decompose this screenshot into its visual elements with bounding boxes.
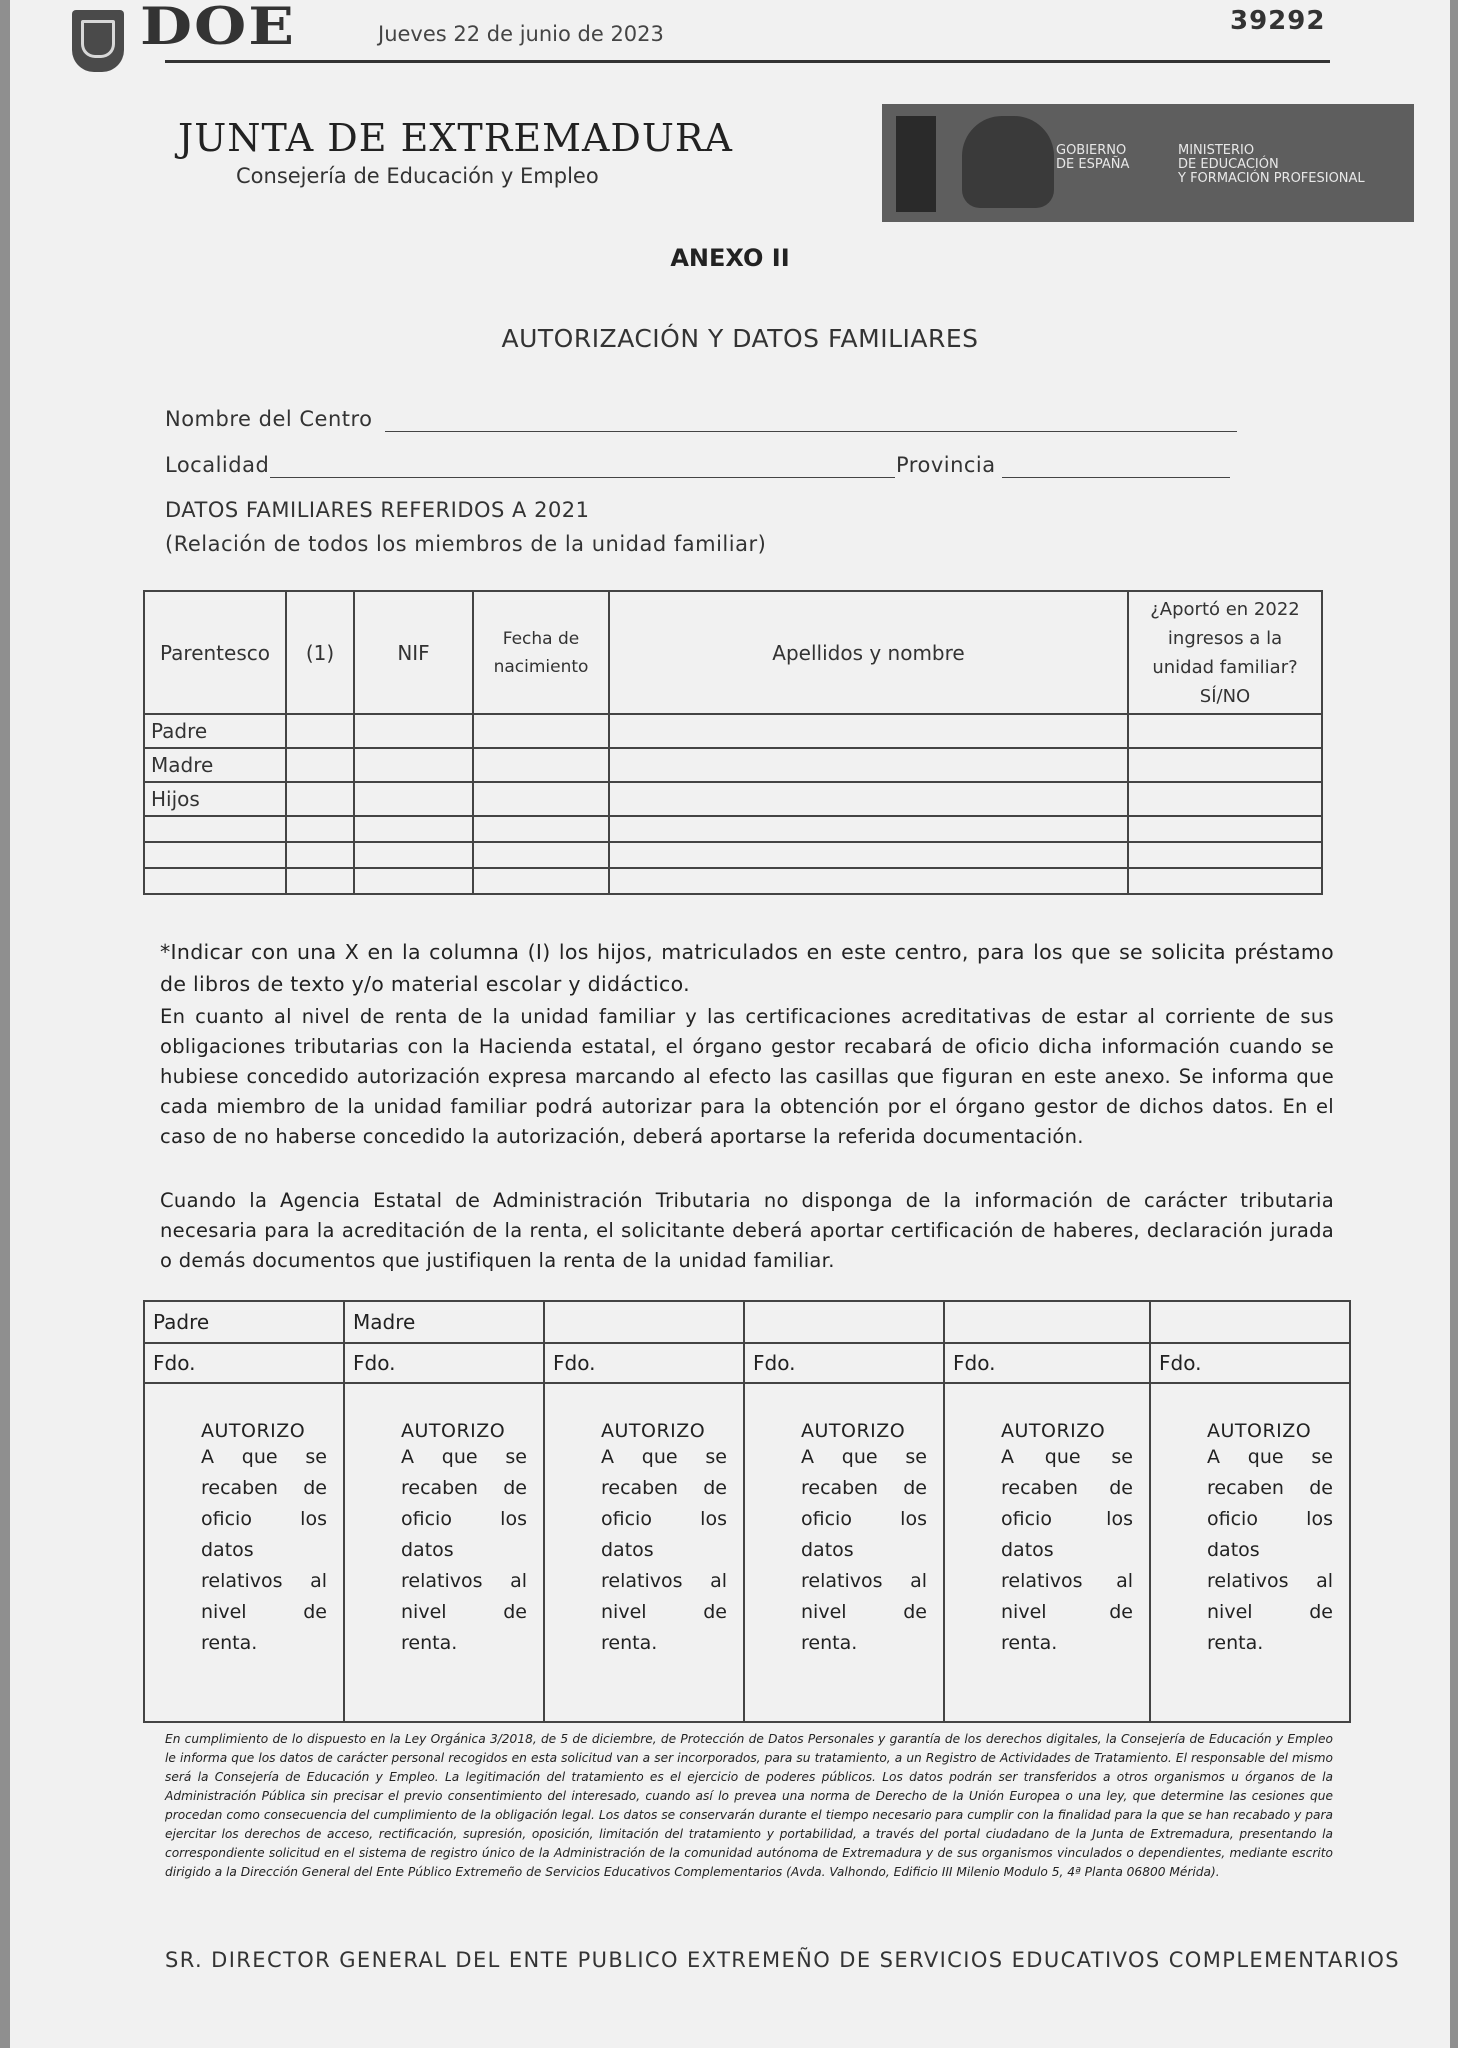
row-label: Madre bbox=[144, 748, 286, 782]
col-nif: NIF bbox=[354, 591, 473, 714]
doe-logo: DOE bbox=[140, 0, 297, 57]
indicar-note: *Indicar con una X en la columna (I) los hijos, matriculados en este centro, para los que se solicita préstamo de libros de texto y/o material escolar y didáctico. bbox=[160, 940, 1334, 996]
row-label: Hijos bbox=[144, 782, 286, 816]
autorizo-cell[interactable]: AUTORIZO A que se recaben de oficio los datos relativos al nivel de renta. bbox=[744, 1383, 944, 1722]
addressee-footer: SR. DIRECTOR GENERAL DEL ENTE PUBLICO EXTREMEÑO DE SERVICIOS EDUCATIVOS COMPLEMENTARIOS bbox=[165, 1948, 1400, 1972]
provincia-field[interactable] bbox=[1002, 477, 1230, 478]
datos-familiares-heading: DATOS FAMILIARES REFERIDOS A 2021 bbox=[165, 498, 590, 522]
localidad-field[interactable] bbox=[270, 477, 895, 478]
fdo-cell[interactable]: Fdo. bbox=[944, 1343, 1150, 1383]
col-1: (1) bbox=[286, 591, 354, 714]
autorizo-cell[interactable]: AUTORIZO A que se recaben de oficio los datos relativos al nivel de renta. bbox=[144, 1383, 344, 1722]
signature-table bbox=[143, 1300, 1351, 1723]
firm-head-2: Madre bbox=[344, 1301, 544, 1343]
header-rule bbox=[165, 60, 1330, 63]
table-row bbox=[144, 842, 1322, 868]
autorizo-cell[interactable]: AUTORIZO A que se recaben de oficio los datos relativos al nivel de renta. bbox=[944, 1383, 1150, 1722]
firm-head-1: Padre bbox=[144, 1301, 344, 1343]
autorizo-cell[interactable]: AUTORIZO A que se recaben de oficio los datos relativos al nivel de renta. bbox=[344, 1383, 544, 1722]
col-apellidos: Apellidos y nombre bbox=[609, 591, 1128, 714]
extremadura-shield-icon bbox=[72, 10, 124, 72]
provincia-label: Provincia bbox=[896, 453, 996, 477]
family-table bbox=[143, 590, 1323, 895]
fdo-cell[interactable]: Fdo. bbox=[544, 1343, 744, 1383]
document-title: AUTORIZACIÓN Y DATOS FAMILIARES bbox=[501, 324, 979, 353]
col-parentesco: Parentesco bbox=[144, 591, 286, 714]
annex-title: ANEXO II bbox=[670, 244, 790, 272]
table-row bbox=[144, 816, 1322, 842]
col-fecha: Fecha de nacimiento bbox=[473, 591, 609, 714]
localidad-label: Localidad bbox=[165, 453, 270, 477]
consejeria-subtitle: Consejería de Educación y Empleo bbox=[236, 164, 599, 188]
col-aporto: ¿Aportó en 2022 ingresos a la unidad familiar? SÍ/NO bbox=[1128, 591, 1322, 714]
agencia-paragraph: Cuando la Agencia Estatal de Administración Tributaria no disponga de la información de carácter tributaria necesaria para la acreditación de la renta, el solicitante deberá aportar certificación de haberes, declaración jurada o demás documentos que justifiquen la renta de la unidad familiar. bbox=[160, 1189, 1334, 1272]
fdo-cell[interactable]: Fdo. bbox=[144, 1343, 344, 1383]
fdo-cell[interactable]: Fdo. bbox=[1150, 1343, 1350, 1383]
table-row bbox=[144, 748, 1322, 782]
centro-field[interactable] bbox=[385, 431, 1237, 432]
fdo-cell[interactable]: Fdo. bbox=[744, 1343, 944, 1383]
autorizo-cell[interactable]: AUTORIZO A que se recaben de oficio los datos relativos al nivel de renta. bbox=[1150, 1383, 1350, 1722]
gobierno-label: GOBIERNO DE ESPAÑA bbox=[1056, 143, 1130, 172]
coat-of-arms-icon bbox=[962, 116, 1054, 208]
autorizo-cell[interactable]: AUTORIZO A que se recaben de oficio los datos relativos al nivel de renta. bbox=[544, 1383, 744, 1722]
gobierno-ministerio-logo bbox=[882, 104, 1414, 222]
data-protection-notice: En cumplimiento de lo dispuesto en la Ley Orgánica 3/2018, de 5 de diciembre, de Protección de Datos Personales y garantía de los derechos digitales, la Consejería de Educación y Empleo le informa que los datos de carácter personal recogidos en esta solicitud van a ser incorporados, para su tratamiento, a un Registro de Actividades de Tratamiento. El responsable del mismo será la Consejería de Educación y Empleo. La legitimación del tratamiento es el ejercicio de poderes públicos. Los datos podrán ser transferidos a otros organismos u órganos de la Administración Pública sin precisar el previo consentimiento del interesado, cuando así lo prevea una norma de Derecho de la Unión Europea o una ley, que determine las cesiones que procedan como consecuencia del cumplimiento de la obligación legal. Los datos se conservarán durante el tiempo necesario para cumplir con la finalidad para la que se han recabado y para ejercitar los derechos de acceso, rectificación, supresión, oposición, limitación del tratamiento y portabilidad, a través del portal ciudadano de la Junta de Extremadura, presentando la correspondiente solicitud en el sistema de registro único de la Administración de la comunidad autónoma de Extremadura y de sus organismos vinculados o dependientes, mediante escrito dirigido a la Dirección General del Ente Público Extremeño de Servicios Educativos Complementarios (Avda. Valhondo, Edificio III Milenio Modulo 5, 4ª Planta 06800 Mérida). bbox=[165, 1732, 1333, 1879]
datos-familiares-subheading: (Relación de todos los miembros de la unidad familiar) bbox=[165, 532, 767, 556]
junta-title: JUNTA DE EXTREMADURA bbox=[178, 116, 733, 160]
renta-paragraph: En cuanto al nivel de renta de la unidad familiar y las certificaciones acreditativas de estar al corriente de sus obligaciones tributarias con la Hacienda estatal, el órgano gestor recabará de oficio dicha información cuando se hubiese concedido autorización expresa marcando al efecto las casillas que figuran en este anexo. Se informa que cada miembro de la unidad familiar podrá autorizar para la obtención por el órgano gestor de dichos datos. En el caso de no haberse concedido la autorización, deberá aportarse la referida documentación. bbox=[160, 1005, 1334, 1148]
row-label: Padre bbox=[144, 714, 286, 748]
fdo-cell[interactable]: Fdo. bbox=[344, 1343, 544, 1383]
table-row bbox=[144, 868, 1322, 894]
document-page bbox=[10, 0, 1450, 2048]
flag-icon bbox=[896, 116, 936, 212]
centro-label: Nombre del Centro bbox=[165, 407, 373, 431]
ministerio-label: MINISTERIO DE EDUCACIÓN Y FORMACIÓN PROFESIONAL bbox=[1178, 143, 1365, 186]
page-number: 39292 bbox=[1230, 6, 1326, 36]
table-row bbox=[144, 714, 1322, 748]
table-row bbox=[144, 782, 1322, 816]
header-date: Jueves 22 de junio de 2023 bbox=[378, 22, 664, 46]
